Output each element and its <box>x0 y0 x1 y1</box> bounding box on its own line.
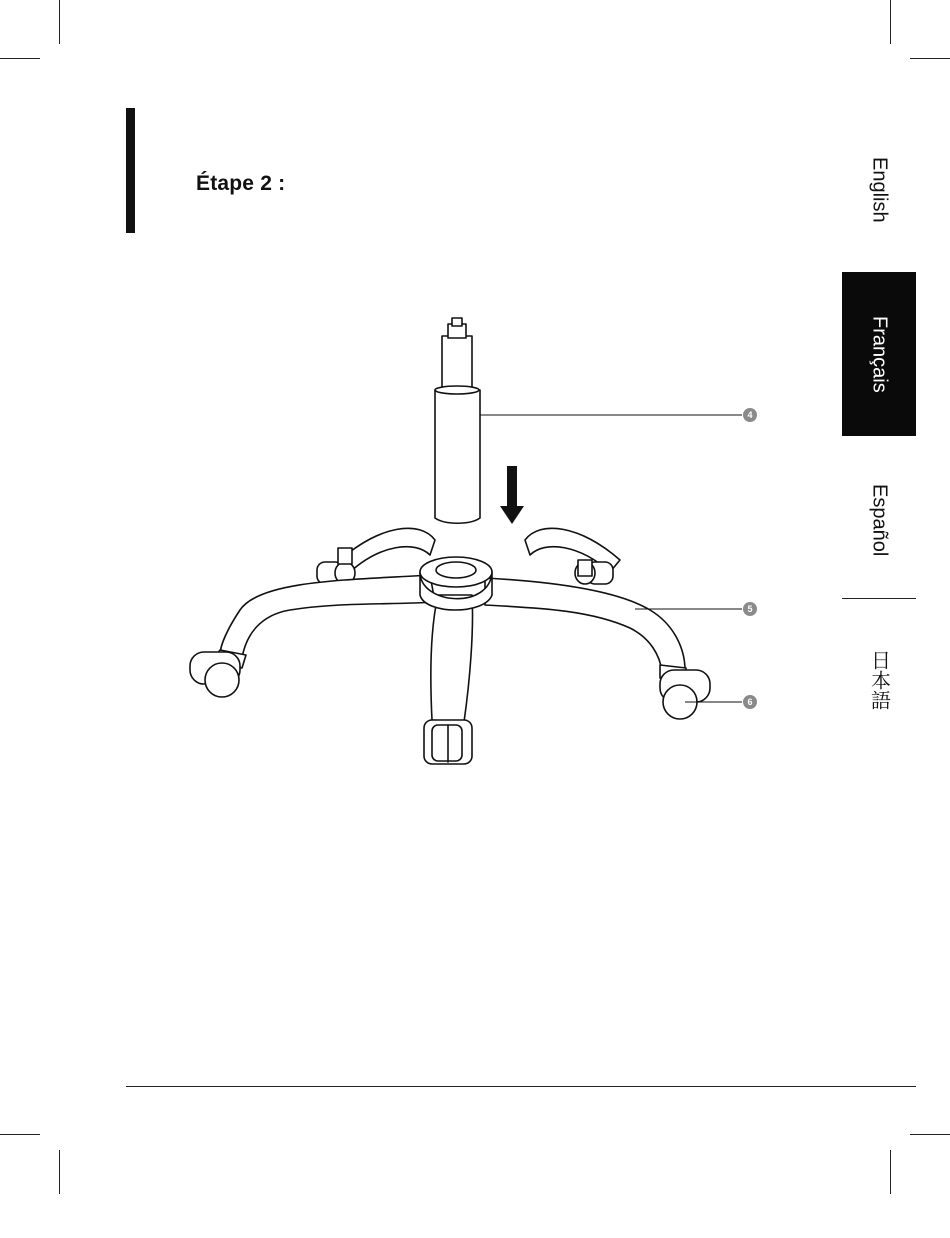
gas-lift-cylinder <box>435 318 480 523</box>
crop-mark <box>910 1134 950 1135</box>
caster-back-right <box>575 560 613 584</box>
callout-6: 6 <box>743 695 757 709</box>
arrow-down-icon <box>500 466 524 524</box>
caster-front <box>424 720 472 764</box>
step-title: Étape 2 : <box>196 172 286 195</box>
caster-left <box>190 650 246 697</box>
crop-mark <box>0 1134 40 1135</box>
tab-label: Español <box>868 483 891 557</box>
callout-5: 5 <box>743 602 757 616</box>
caster-right <box>660 665 710 719</box>
tab-label: English <box>868 157 891 223</box>
tab-label: 日本語 <box>867 650 890 710</box>
chair-base-assembly-icon <box>180 310 780 800</box>
caster-back-left <box>317 548 355 584</box>
crop-mark <box>910 58 950 59</box>
tab-japanese[interactable] <box>842 640 916 720</box>
step-marker-bar <box>126 108 135 233</box>
callout-4: 4 <box>743 408 757 422</box>
tab-english[interactable] <box>842 140 916 240</box>
crop-mark <box>59 1150 60 1194</box>
leg-back-left <box>340 528 435 572</box>
crop-mark <box>59 0 60 44</box>
tab-espanol[interactable] <box>842 460 916 580</box>
tab-label: Français <box>868 315 891 393</box>
leg-left <box>220 575 435 658</box>
tab-divider <box>842 598 916 599</box>
base-hub <box>420 557 492 610</box>
assembly-illustration <box>180 310 780 800</box>
leg-right <box>485 578 685 672</box>
crop-mark <box>890 1150 891 1194</box>
footer-rule <box>126 1086 916 1087</box>
leg-front <box>431 595 473 722</box>
crop-mark <box>0 58 40 59</box>
tab-francais[interactable] <box>842 272 916 436</box>
crop-mark <box>890 0 891 44</box>
